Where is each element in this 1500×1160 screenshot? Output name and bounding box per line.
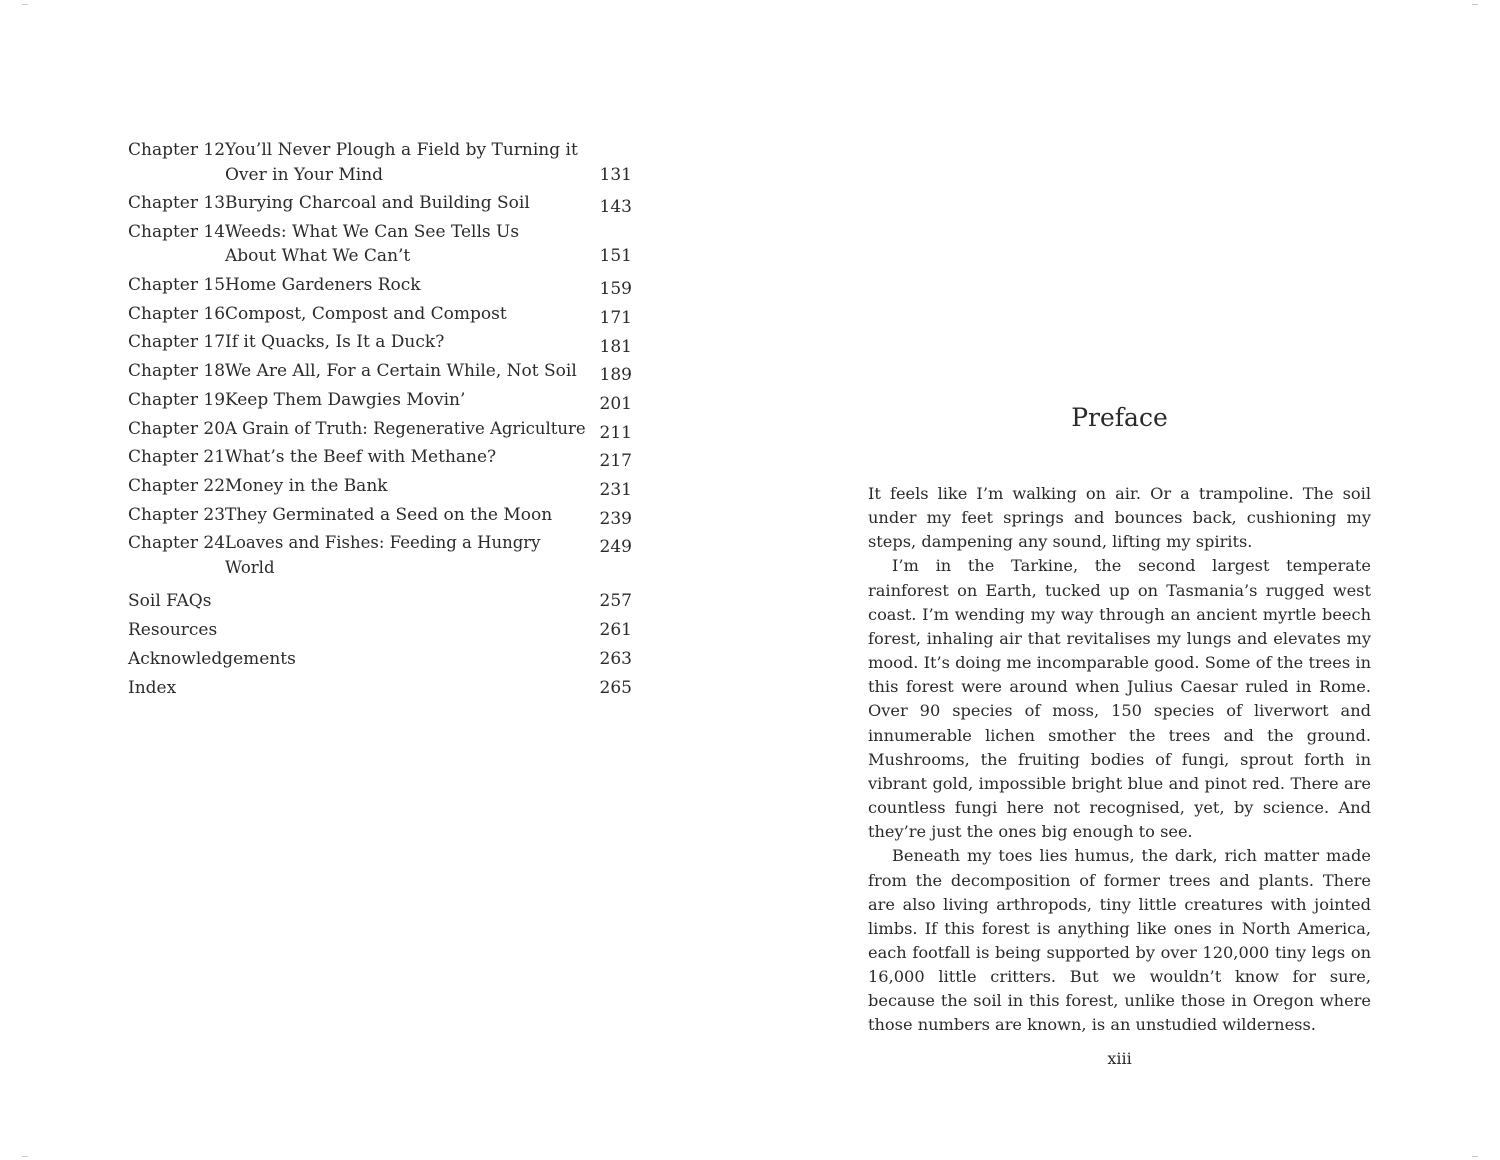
toc-entry[interactable] [128,330,632,359]
preface-paragraph: I’m in the Tarkine, the second largest temperate rainforest on Earth, tucked up on Tasmania’s rugged west coast. I’m wending my way through an ancient myrtle beech forest, inhaling air that revitalises my lungs and elevates my mood. It’s doing me incomparable good. Some of the trees in this forest were around when Julius Caesar ruled in Rome. Over 90 species of moss, 150 species of liverwort and innumerable lichen smother the trees and the ground. Mushrooms, the fruiting bodies of fungi, sprout forth in vibrant gold, impossible bright blue and pinot red. There are countless fungi here not recognised, yet, by science. And they’re just the ones big enough to see. [868,556,1371,842]
toc-page-number: 257 [599,591,632,611]
toc-chapter-label: Chapter 22 [128,475,226,496]
toc-chapter-title: What’s the Beef with Methane? [225,447,497,468]
toc-entry[interactable] [128,417,632,446]
toc-page-number: 151 [599,246,632,267]
toc-chapter-title: Home Gardeners Rock [225,275,421,296]
toc-chapter-title: If it Quacks, Is It a Duck? [225,332,445,353]
toc-chapter-title: Burying Charcoal and Building Soil [225,193,530,214]
preface-paragraph: Beneath my toes lies humus, the dark, rich matter made from the decomposition of former trees and plants. There are also living arthropods, tiny little creatures with jointed limbs. If this forest is anything like ones in North America, each footfall is being supported by over 120,000 tiny legs on 16,000 little critters. But we wouldn’t know for sure, because the soil in this forest, unlike those in Oregon where those numbers are known, is an unstudied wilderness. [868,846,1371,1035]
toc-chapter-label: Chapter 18 [128,361,226,382]
toc-page-number: 263 [599,648,632,669]
toc-chapter-title: Compost, Compost and Compost [225,303,507,324]
toc-chapter-title: Keep Them Dawgies Movin’ [225,389,466,410]
toc-backmatter-label: Index [128,677,177,698]
toc-chapter-title: Money in the Bank [225,475,388,496]
toc-entry[interactable] [128,220,632,273]
table-of-contents [128,138,632,577]
toc-page-number: 189 [599,365,632,386]
toc-page-number: 265 [599,677,632,698]
toc-backmatter-label: Acknowledgements [128,648,296,669]
toc-page-number: 239 [599,508,632,529]
toc-backmatter-label: Soil FAQs [128,591,212,611]
crop-mark [22,4,28,5]
toc-page-number: 131 [599,164,632,185]
toc-backmatter-label: Resources [128,619,218,640]
toc-chapter-title: Loaves and Fishes: Feeding a Hungry World [225,533,541,577]
toc-chapter-title: They Germinated a Seed on the Moon [225,504,553,525]
crop-mark [1472,1156,1478,1157]
crop-mark [1472,4,1478,5]
toc-chapter-label: Chapter 16 [128,303,226,324]
toc-page-number: 171 [599,307,632,328]
toc-chapter-title: Weeds: What We Can See Tells Us About What We Can’t [225,221,520,267]
toc-chapter-label: Chapter 13 [128,193,226,214]
toc-entry[interactable] [128,531,632,577]
toc-page-number: 217 [599,451,632,472]
preface-paragraph: It feels like I’m walking on air. Or a trampoline. The soil under my feet springs and bounces back, cushioning my steps, dampening any sound, lifting my spirits. [868,484,1371,552]
preface-title: Preface [1071,403,1168,432]
toc-entry[interactable] [128,618,632,647]
toc-chapter-label: Chapter 12 [128,140,226,160]
toc-entry[interactable] [128,589,632,618]
toc-page-number: 249 [599,537,632,558]
toc-page-number: 159 [599,279,632,300]
toc-backmatter [128,589,632,705]
toc-entry[interactable] [128,191,632,220]
toc-page-number: 261 [599,619,632,640]
preface-body [868,482,1371,1038]
toc-chapter-label: Chapter 15 [128,275,226,296]
crop-mark [22,1156,28,1157]
toc-entry[interactable] [128,474,632,503]
toc-entry[interactable] [128,359,632,388]
toc-page-number: 211 [599,422,632,443]
toc-entry[interactable] [128,388,632,417]
toc-chapter-label: Chapter 23 [128,504,226,525]
toc-page-number: 181 [599,336,632,357]
toc-chapter-label: Chapter 19 [128,389,226,410]
toc-chapter-label: Chapter 17 [128,332,226,353]
toc-chapter-label: Chapter 20 [128,418,226,439]
toc-page-number: 143 [599,197,632,218]
toc-entry[interactable] [128,503,632,532]
toc-entry[interactable] [128,302,632,331]
toc-entry[interactable] [128,647,632,676]
toc-entry[interactable] [128,445,632,474]
toc-chapter-title: A Grain of Truth: Regenerative Agriculture [225,418,586,438]
toc-page-number: 201 [599,394,632,414]
toc-entry[interactable] [128,676,632,705]
page-number: xiii [1107,1049,1132,1068]
toc-page-number: 231 [599,480,632,501]
toc-chapter-label: Chapter 24 [128,533,226,554]
toc-chapter-title: We Are All, For a Certain While, Not Soil [225,361,577,382]
toc-entry[interactable] [128,138,632,191]
toc-entry[interactable] [128,273,632,302]
toc-chapter-title: You’ll Never Plough a Field by Turning it Over in Your Mind [225,140,578,185]
toc-chapter-label: Chapter 21 [128,447,226,468]
toc-chapter-label: Chapter 14 [128,221,226,242]
